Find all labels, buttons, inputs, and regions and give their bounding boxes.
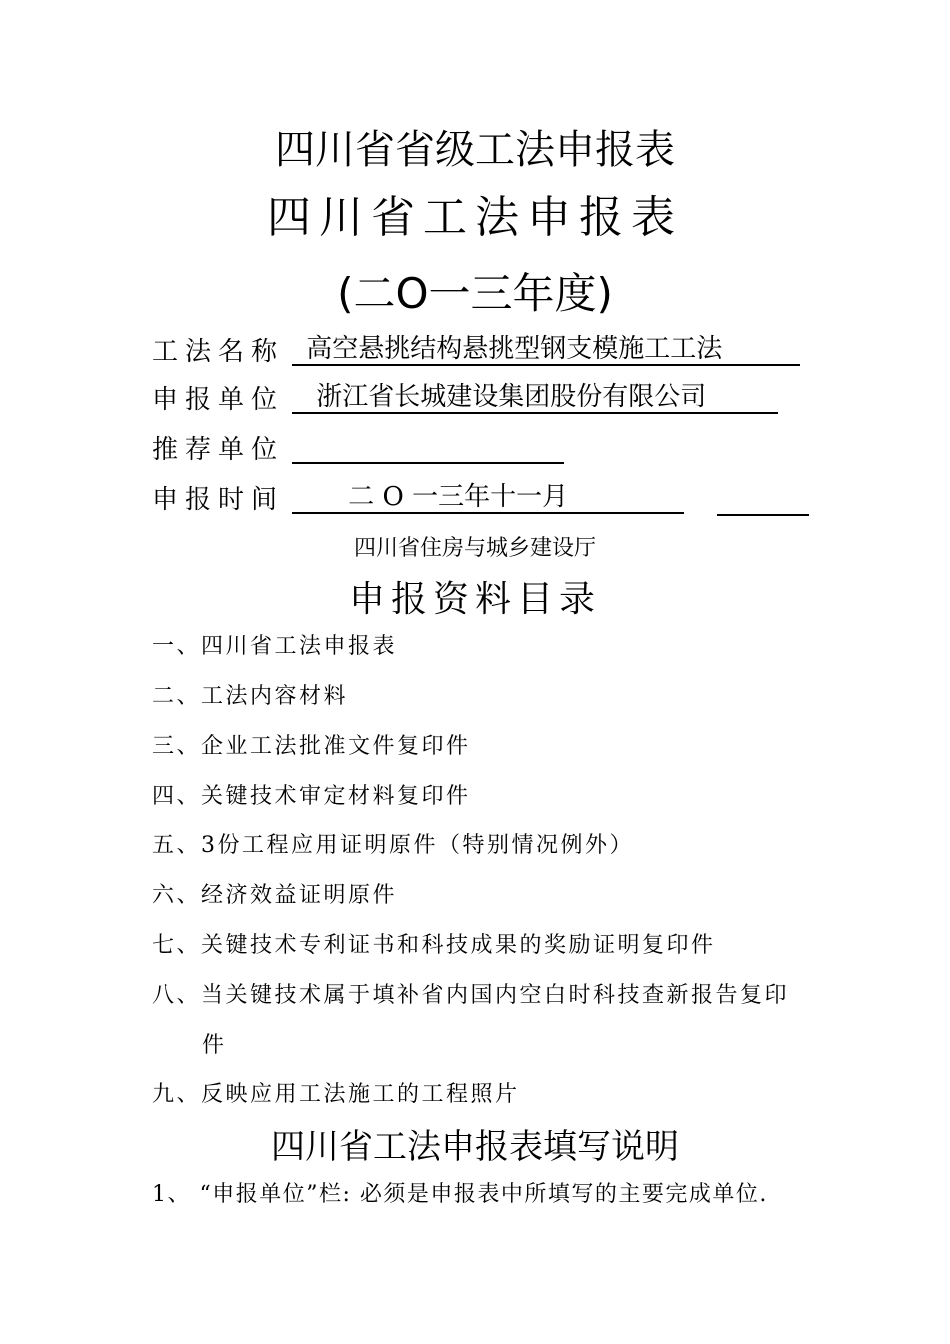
form-year: (二O一三年度) bbox=[337, 269, 613, 318]
date-value: 二 O 一三年十一月 bbox=[292, 480, 684, 514]
applicant-value: 浙江省长城建设集团股份有限公司 bbox=[292, 380, 778, 414]
date-field bbox=[152, 480, 809, 520]
applicant-field bbox=[152, 380, 778, 420]
applicant-label: 申报单位 bbox=[152, 385, 285, 415]
document-title: 四川省省级工法申报表 bbox=[275, 127, 675, 173]
method-name-field bbox=[152, 332, 800, 372]
date-blank-line bbox=[717, 480, 809, 516]
toc-item: 八、当关键技术属于填补省内国内空白时科技查新报告复印 bbox=[152, 983, 790, 1008]
toc-item: 六、经济效益证明原件 bbox=[152, 883, 398, 908]
toc-item: 九、反映应用工法施工的工程照片 bbox=[152, 1082, 520, 1107]
toc-heading: 申报资料目录 bbox=[348, 579, 601, 620]
toc-item-continuation: 件 bbox=[202, 1033, 227, 1058]
issuing-department: 四川省住房与城乡建设厅 bbox=[353, 536, 596, 561]
toc-item: 二、工法内容材料 bbox=[152, 684, 349, 709]
method-name-value: 高空悬挑结构悬挑型钢支模施工工法 bbox=[292, 332, 800, 366]
toc-item: 一、四川省工法申报表 bbox=[152, 634, 398, 659]
toc-item: 四、关键技术审定材料复印件 bbox=[152, 784, 471, 809]
recommender-value bbox=[292, 430, 564, 464]
toc-item: 七、关键技术专利证书和科技成果的奖励证明复印件 bbox=[152, 933, 716, 958]
toc-item: 五、3份工程应用证明原件（特别情况例外） bbox=[152, 833, 634, 858]
note-item: 1、 “申报单位”栏: 必须是申报表中所填写的主要完成单位. bbox=[152, 1182, 768, 1207]
date-label: 申报时间 bbox=[152, 485, 285, 515]
form-title: 四川省工法申报表 bbox=[267, 192, 683, 243]
method-name-label: 工法名称 bbox=[152, 337, 285, 367]
notes-heading: 四川省工法申报表填写说明 bbox=[271, 1127, 679, 1167]
recommender-label: 推荐单位 bbox=[152, 435, 285, 465]
toc-item: 三、企业工法批准文件复印件 bbox=[152, 734, 471, 759]
recommender-field bbox=[152, 430, 564, 470]
